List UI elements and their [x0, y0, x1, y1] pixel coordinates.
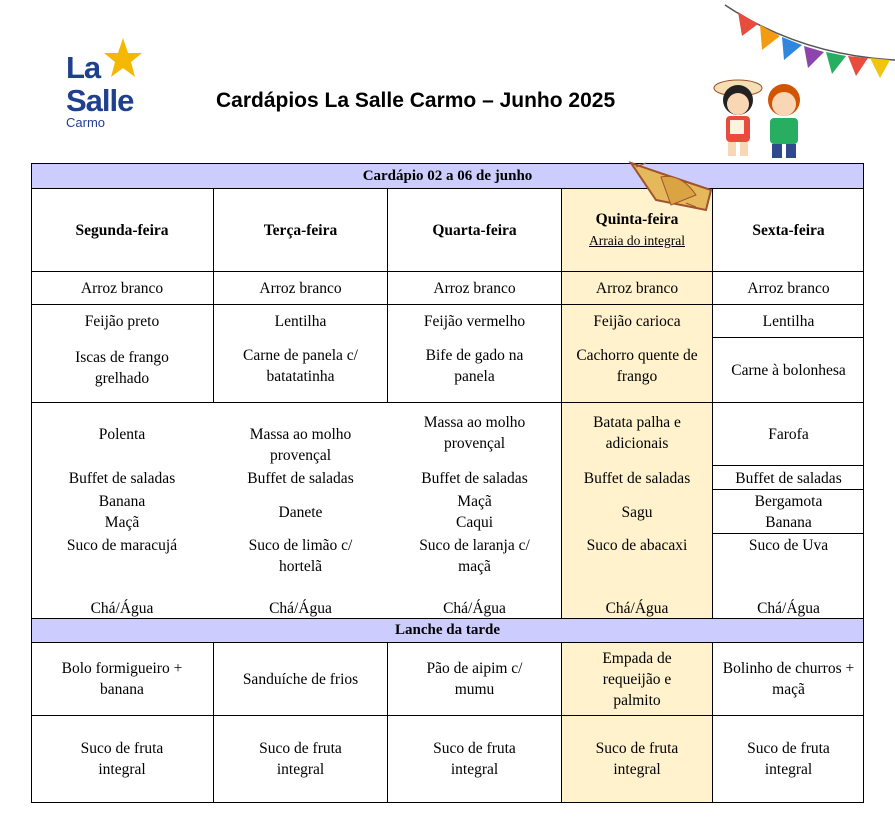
menu-cell: Farofa — [768, 425, 809, 443]
day-header-wednesday: Quarta-feira — [432, 221, 517, 239]
menu-cell: Maçã Caqui — [455, 493, 494, 531]
menu-cell: Suco de laranja c/ maçã — [419, 537, 530, 575]
menu-cell: Feijão vermelho — [423, 312, 526, 330]
menu-cell: Lentilha — [274, 312, 327, 330]
menu-cell: Batata palha e adicionais — [593, 414, 681, 452]
day-header-monday: Segunda-feira — [75, 221, 169, 239]
logo-la-text: La — [66, 50, 101, 85]
snack-cell: Suco de fruta integral — [433, 740, 516, 778]
kids-illustration-icon — [710, 70, 815, 165]
menu-cell: Chá/Água — [269, 599, 332, 617]
menu-cell: Arroz branco — [259, 279, 342, 297]
menu-cell: Carne de panela c/ batatatinha — [243, 347, 358, 385]
snack-cell: Pão de aipim c/ mumu — [426, 660, 523, 698]
menu-cell: Arroz branco — [433, 279, 516, 297]
day-header-thursday: Quinta-feira Arraia do integral — [562, 189, 712, 271]
menu-cell: Suco de Uva — [748, 536, 829, 554]
straw-hat-icon — [626, 155, 721, 220]
menu-cell: Iscas de frango grelhado — [75, 349, 169, 387]
snack-cell: Suco de fruta integral — [80, 740, 164, 778]
menu-cell: Chá/Água — [757, 599, 820, 617]
logo-carmo-text: Carmo — [66, 115, 106, 130]
snack-cell: Suco de fruta integral — [595, 740, 679, 778]
snack-cell: Suco de fruta integral — [259, 740, 342, 778]
menu-cell: Lentilha — [762, 312, 815, 330]
thursday-subtitle: Arraia do integral — [589, 233, 685, 248]
menu-cell: Buffet de saladas — [421, 469, 528, 487]
menu-cell: Arroz branco — [595, 279, 679, 297]
snack-cell: Bolo formigueiro + banana — [61, 660, 183, 698]
logo-salle-text: Salle — [66, 83, 134, 118]
menu-cell: Banana Maçã — [98, 493, 146, 531]
snack-cell: Sanduíche de frios — [242, 670, 359, 688]
menu-cell: Chá/Água — [605, 599, 669, 617]
menu-cell: Buffet de saladas — [583, 469, 691, 487]
snack-cell: Suco de fruta integral — [747, 740, 830, 778]
menu-cell: Buffet de saladas — [735, 469, 842, 487]
snack-cell: Bolinho de churros + maçã — [722, 660, 855, 698]
la-salle-logo — [66, 38, 156, 133]
snack-cell: Empada de requeijão e palmito — [602, 649, 672, 709]
menu-cell: Chá/Água — [443, 599, 506, 617]
menu-cell: Suco de abacaxi — [586, 536, 688, 554]
menu-band: Cardápio 02 a 06 de junho — [31, 163, 864, 189]
menu-cell: Bergamota Banana — [754, 493, 823, 531]
menu-cell: Feijão preto — [84, 312, 160, 330]
menu-cell: Danete — [278, 503, 323, 521]
menu-cell: Carne à bolonhesa — [731, 361, 846, 379]
menu-cell: Buffet de saladas — [247, 469, 354, 487]
menu-cell: Cachorro quente de frango — [576, 347, 698, 385]
menu-cell: Chá/Água — [90, 599, 154, 617]
menu-cell: Arroz branco — [747, 279, 830, 297]
menu-cell: Massa ao molho provençal — [249, 426, 352, 464]
menu-table — [31, 163, 864, 803]
menu-cell: Suco de limão c/ hortelã — [248, 537, 353, 575]
menu-cell: Suco de maracujá — [66, 536, 178, 554]
menu-cell: Massa ao molho provençal — [423, 414, 526, 452]
menu-cell: Sagu — [621, 503, 653, 521]
menu-cell: Buffet de saladas — [68, 469, 176, 487]
menu-cell: Bife de gado na panela — [425, 347, 524, 385]
day-header-tuesday: Terça-feira — [263, 221, 338, 239]
day-header-friday: Sexta-feira — [752, 221, 825, 239]
menu-cell: Polenta — [98, 425, 146, 443]
menu-cell: Arroz branco — [80, 279, 164, 297]
snack-band: Lanche da tarde — [31, 618, 864, 643]
menu-cell: Feijão carioca — [593, 312, 681, 330]
page-title: Cardápios La Salle Carmo – Junho 2025 — [216, 89, 616, 112]
